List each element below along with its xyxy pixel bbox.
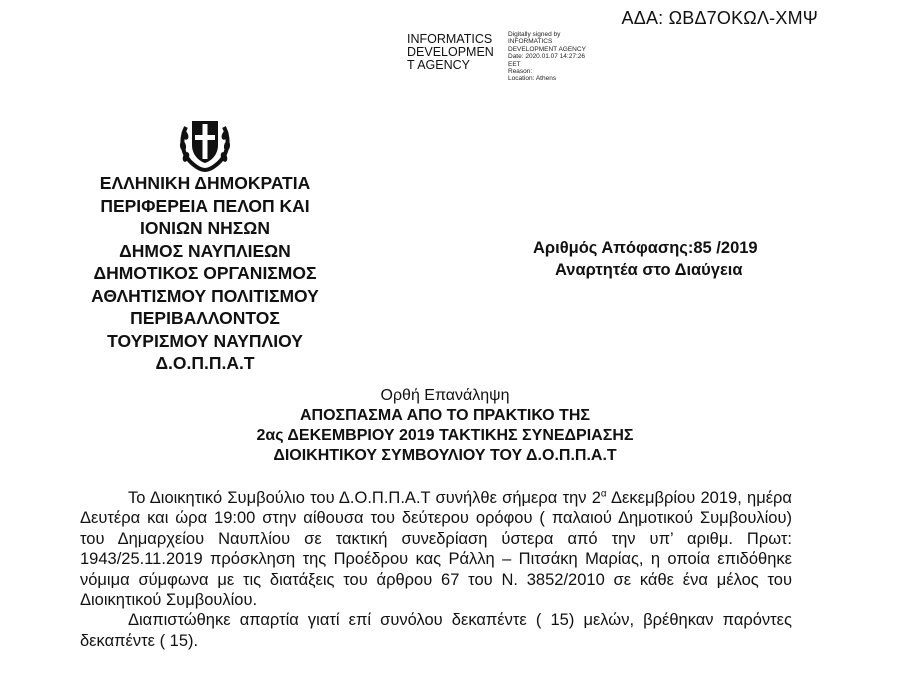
signature-detail-line: EET <box>508 60 521 68</box>
ordinal-superscript: α <box>600 488 607 500</box>
ada-code: ΑΔΑ: ΩΒΔ7ΟΚΩΛ-ΧΜΨ <box>621 8 818 28</box>
authority-line: ΕΛΛΗΝΙΚΗ ΔΗΜΟΚΡΑΤΙΑ <box>99 173 311 193</box>
body-paragraph: Διαπιστώθηκε απαρτία γιατί επί συνόλου δεκαπέντε ( 15) μελών, βρέθηκαν παρόντες δεκαπέντε ( 15). <box>80 611 792 650</box>
authority-line: ΑΘΛΗΤΙΣΜΟΥ ΠΟΛΙΤΙΣΜΟΥ <box>91 285 319 306</box>
title-line: ΔΙΟΙΚΗΤΙΚΟΥ ΣΥΜΒΟΥΛΙΟΥ ΤΟΥ Δ.Ο.Π.Π.Α.Τ <box>273 447 617 464</box>
paragraph-text: Το Διοικητικό Συμβούλιο του Δ.Ο.Π.Π.Α.Τ συνήλθε σήμερα την 2 <box>128 489 601 507</box>
authority-line: ΤΟΥΡΙΣΜΟΥ ΝΑΥΠΛΙΟΥ <box>107 330 303 351</box>
decision-number: Αριθμός Απόφασης:85 /2019 <box>533 239 758 257</box>
minutes-body <box>80 488 792 651</box>
authority-line: ΠΕΡΙΦΕΡΕΙΑ ΠΕΛΟΠ ΚΑΙ <box>100 195 310 216</box>
authority-line: ΠΕΡΙΒΑΛΛΟΝΤΟΣ <box>130 308 280 328</box>
signature-details <box>508 31 586 83</box>
body-paragraph <box>80 488 792 610</box>
authority-line: ΙΟΝΙΩΝ ΝΗΣΩΝ <box>140 218 270 238</box>
posting-note: Αναρτητέα στο Διαύγεια <box>555 261 743 279</box>
signature-detail-line: Date: 2020.01.07 14:27:26 <box>508 53 585 61</box>
signature-org-line: T AGENCY <box>407 58 470 72</box>
title-line: ΑΠΟΣΠΑΣΜΑ ΑΠΟ ΤΟ ΠΡΑΚΤΙΚΟ ΤΗΣ <box>300 407 590 424</box>
signature-organization <box>407 33 494 72</box>
issuing-authority-header <box>70 172 340 375</box>
decision-info <box>533 237 758 281</box>
signature-detail-line: DEVELOPMENT AGENCY <box>508 45 586 53</box>
signature-detail-line: Digitally signed by <box>508 31 561 38</box>
document-title-block <box>160 386 730 466</box>
title-line: 2ας ΔΕΚΕΜΒΡΙΟΥ 2019 ΤΑΚΤΙΚΗΣ ΣΥΝΕΔΡΙΑΣΗΣ <box>256 427 634 444</box>
paragraph-text: Δεκεμβρίου 2019, ημέρα Δευτέρα και ώρα 19:00 στην αίθουσα του δεύτερου ορόφου ( παλαιού Δημοτικού Συμβουλίου) του Δημαρχείου Ναυπλίου σε τακτική συνεδρίαση ύστερα από την υπ’ αριθμ. Πρωτ: 1943/25.11.2019 πρόσκληση της Προέδρου κας Ράλλη – Πιτσάκη Μαρίας, η οποία επιδόθηκε νόμιμα σύμφωνα με τις διατάξεις του άρθρου 67 του Ν. 3852/2010 σε κάθε ένα μέλος του Διοικητικού Συμβουλίου. <box>80 489 792 610</box>
signature-org-line: INFORMATICS <box>407 32 493 46</box>
authority-line: Δ.Ο.Π.Π.Α.Τ <box>155 353 255 373</box>
signature-detail-line: Location: Athens <box>508 75 557 83</box>
greek-coat-of-arms-icon <box>176 115 234 173</box>
authority-line: ΔΗΜΟΣ ΝΑΥΠΛΙΕΩΝ <box>119 240 291 261</box>
signature-detail-line: Reason: <box>508 68 533 76</box>
correction-label: Ορθή Επανάληψη <box>380 387 510 404</box>
signature-org-line: DEVELOPMEN <box>407 45 494 59</box>
authority-line: ΔΗΜΟΤΙΚΟΣ ΟΡΓΑΝΙΣΜΟΣ <box>93 263 317 283</box>
signature-detail-line: INFORMATICS <box>508 38 553 46</box>
